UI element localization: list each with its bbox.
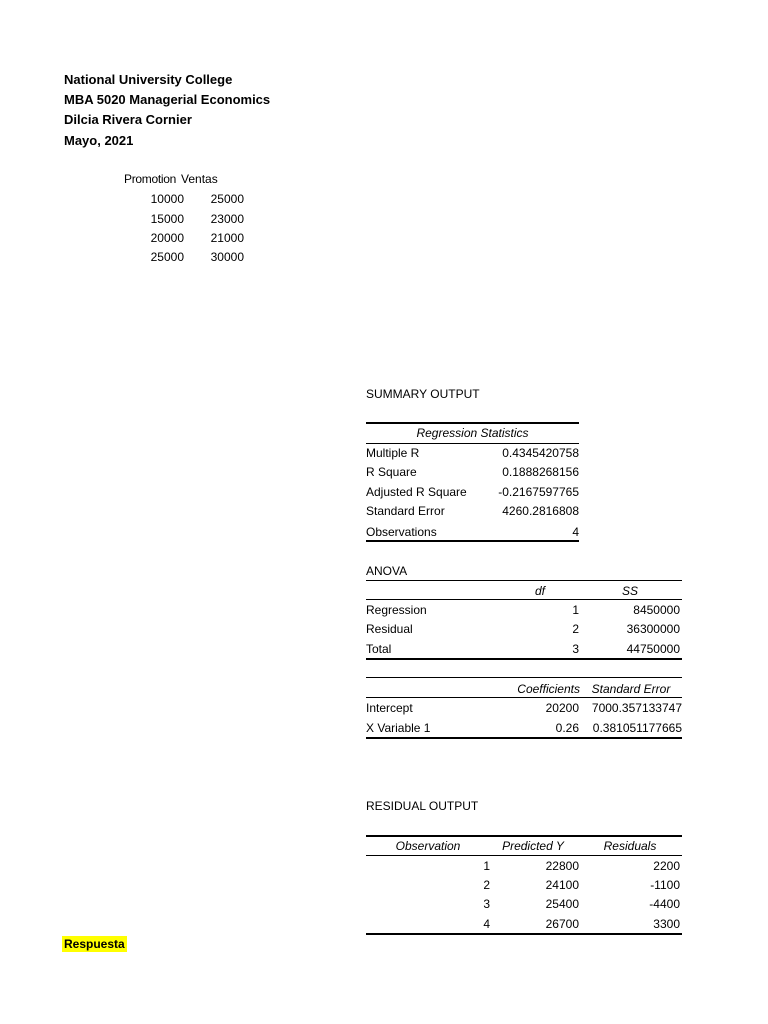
coef-se-cell: 7000.357133747	[591, 701, 682, 715]
stat-value: 0.4345420758	[502, 446, 579, 460]
promotion-cell: 25000	[150, 250, 184, 264]
predicted-y-cell: 24100	[545, 878, 579, 892]
residual-output-title: RESIDUAL OUTPUT	[366, 799, 479, 813]
stat-label: Observations	[366, 525, 437, 539]
observation-cell: 3	[483, 897, 490, 911]
coef-row-label: Intercept	[366, 701, 413, 715]
col-header-residuals: Residuals	[603, 839, 657, 853]
ventas-cell: 30000	[210, 250, 244, 264]
stat-label: Standard Error	[366, 504, 445, 518]
anova-df-cell: 3	[572, 642, 579, 656]
col-header-observation: Observation	[395, 839, 461, 853]
residual-cell: 2200	[653, 859, 680, 873]
header-institution: National University College	[64, 72, 233, 87]
stat-value: 4	[572, 525, 579, 539]
header-date: Mayo, 2021	[64, 133, 134, 148]
coef-value-cell: 20200	[545, 701, 579, 715]
col-header-df: df	[534, 584, 545, 598]
table-bottom-rule	[366, 540, 579, 542]
table-top-rule	[366, 677, 682, 678]
promotion-cell: 20000	[150, 231, 184, 245]
observation-cell: 1	[483, 859, 490, 873]
anova-df-cell: 1	[572, 603, 579, 617]
residual-cell: -1100	[650, 878, 680, 892]
stat-label: R Square	[366, 465, 417, 479]
anova-ss-cell: 44750000	[626, 642, 680, 656]
anova-ss-cell: 36300000	[626, 622, 680, 636]
summary-output-title: SUMMARY OUTPUT	[366, 387, 480, 401]
table-top-rule	[366, 422, 579, 424]
table-bottom-rule	[366, 658, 682, 660]
residual-cell: -4400	[649, 897, 680, 911]
anova-row-label: Total	[366, 642, 392, 656]
col-header-coefficients: Coefficients	[517, 682, 580, 696]
coef-value-cell: 0.26	[555, 721, 579, 735]
col-header-ventas: Ventas	[181, 172, 218, 186]
predicted-y-cell: 25400	[545, 897, 579, 911]
stat-value: 0.1888268156	[502, 465, 579, 479]
regression-statistics-header: Regression Statistics	[416, 426, 529, 440]
observation-cell: 4	[483, 917, 490, 931]
col-header-predicted-y: Predicted Y	[502, 839, 564, 853]
anova-ss-cell: 8450000	[633, 603, 680, 617]
coef-se-cell: 0.381051177665	[592, 721, 682, 735]
header-author: Dilcia Rivera Cornier	[64, 112, 192, 127]
coef-row-label: X Variable 1	[366, 721, 431, 735]
table-header-rule	[366, 443, 579, 444]
predicted-y-cell: 26700	[545, 917, 579, 931]
header-course: MBA 5020 Managerial Economics	[64, 92, 271, 107]
observation-cell: 2	[483, 878, 490, 892]
table-top-rule	[366, 580, 682, 581]
anova-row-label: Regression	[366, 603, 427, 617]
table-header-rule	[366, 855, 682, 856]
anova-df-cell: 2	[572, 622, 579, 636]
anova-title: ANOVA	[366, 564, 408, 578]
predicted-y-cell: 22800	[545, 859, 579, 873]
stat-value: -0.2167597765	[498, 485, 579, 499]
table-bottom-rule	[366, 933, 682, 935]
table-header-rule	[366, 697, 682, 698]
table-header-rule	[366, 599, 682, 600]
respuesta-label: Respuesta	[64, 937, 125, 951]
table-bottom-rule	[366, 737, 682, 739]
stat-label: Adjusted R Square	[366, 485, 467, 499]
ventas-cell: 21000	[210, 231, 244, 245]
ventas-cell: 23000	[210, 212, 244, 226]
col-header-standard-error: Standard Error	[591, 682, 671, 696]
stat-label: Multiple R	[366, 446, 420, 460]
table-top-rule	[366, 835, 682, 837]
promotion-cell: 15000	[150, 212, 184, 226]
stat-value: 4260.2816808	[502, 504, 579, 518]
promotion-cell: 10000	[150, 192, 184, 206]
col-header-promotion: Promotion	[124, 172, 176, 186]
ventas-cell: 25000	[210, 192, 244, 206]
residual-cell: 3300	[653, 917, 680, 931]
anova-row-label: Residual	[366, 622, 413, 636]
col-header-ss: SS	[621, 584, 638, 598]
